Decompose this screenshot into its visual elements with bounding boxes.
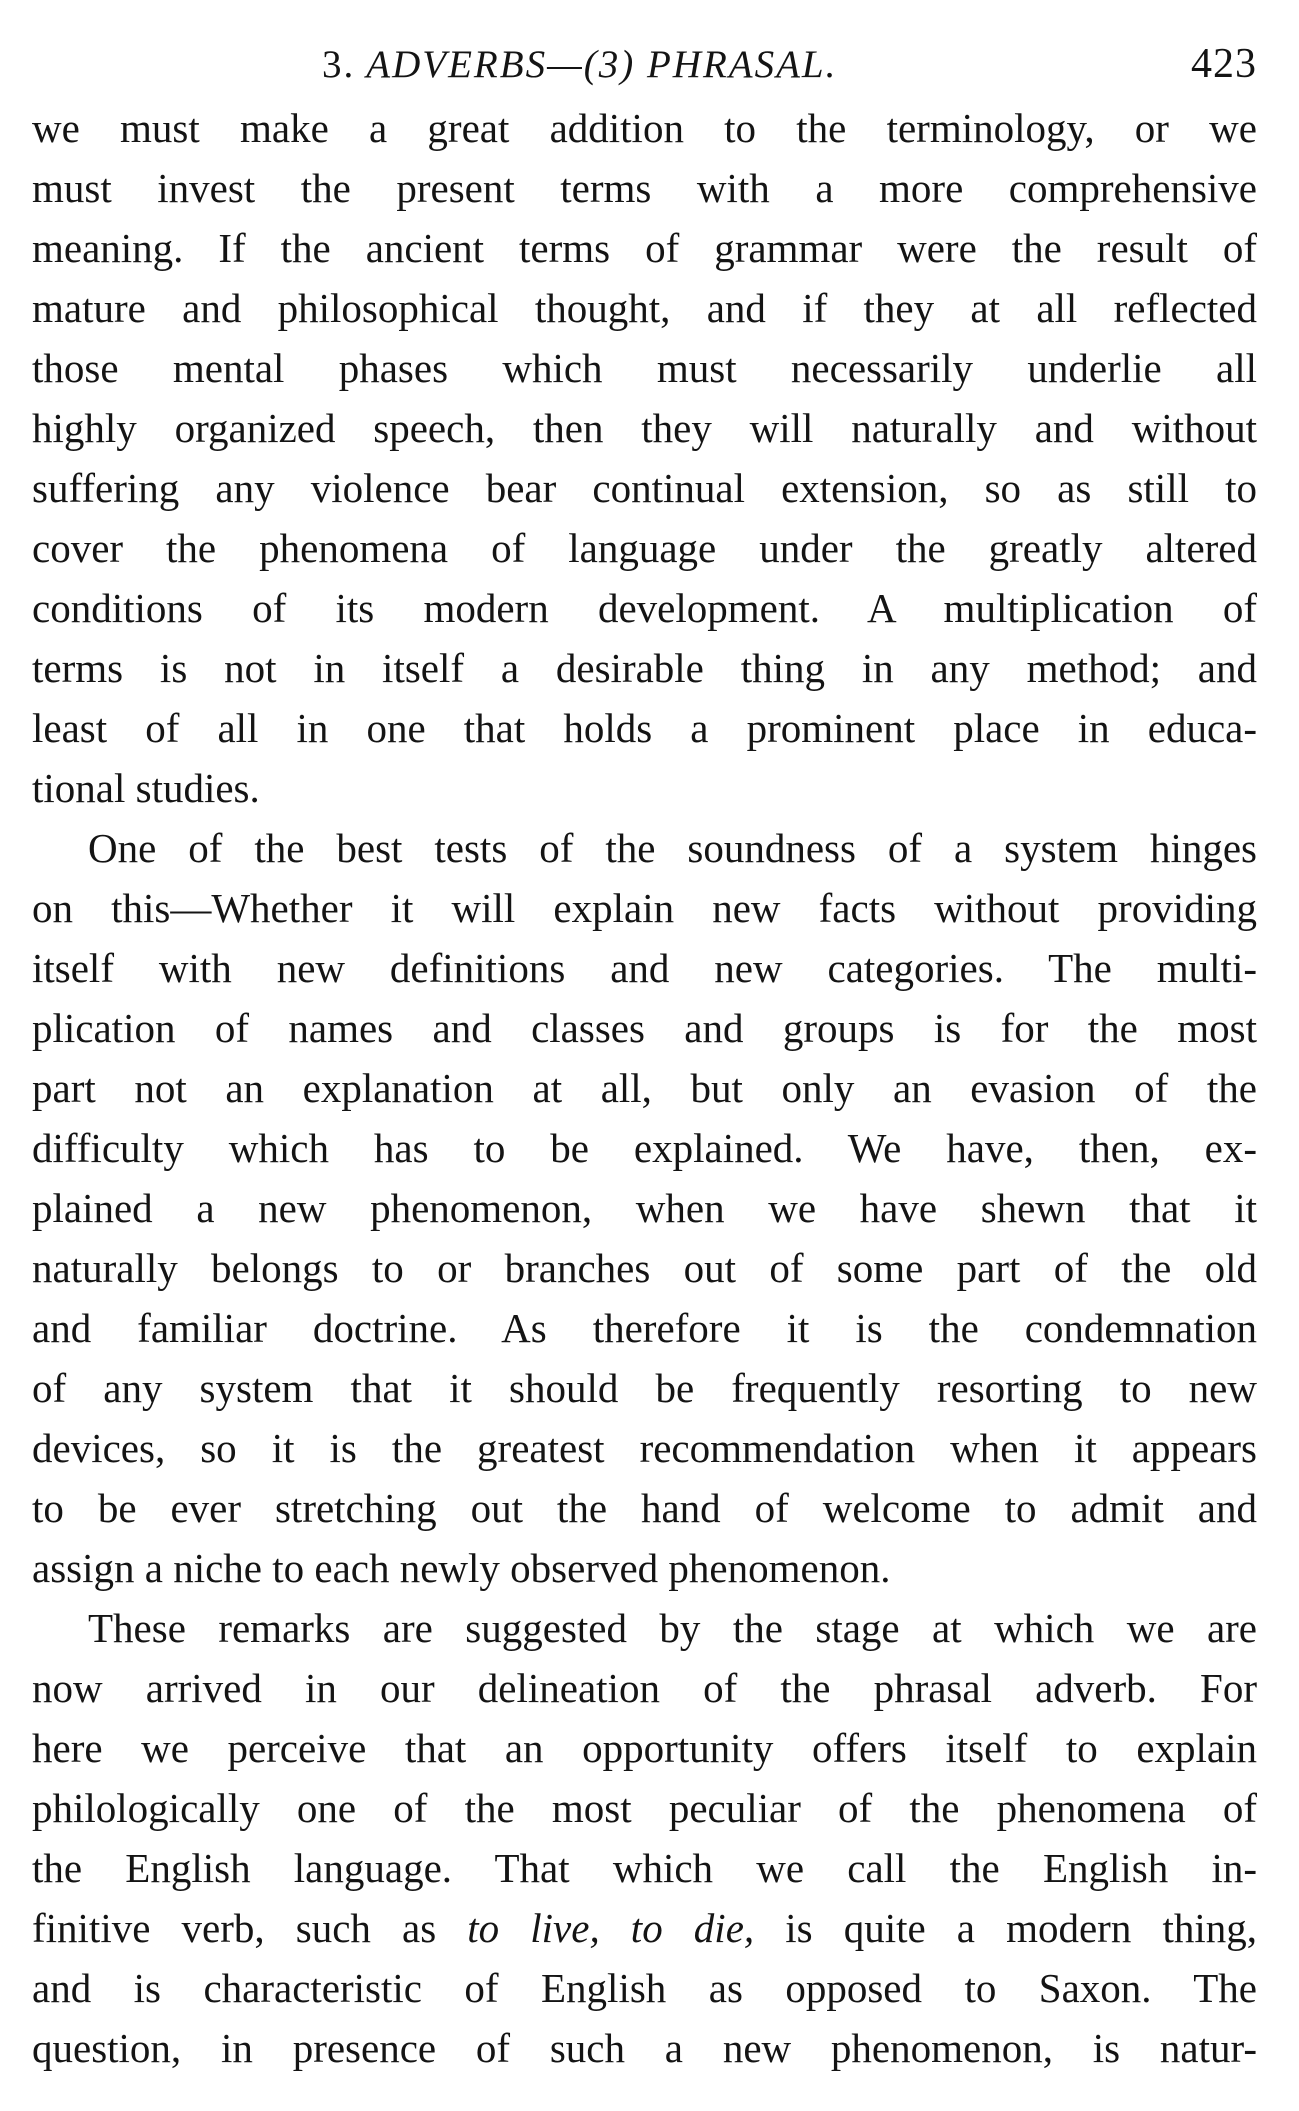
text-line: least of all in one that holds a prominent place in educa- [32, 705, 1257, 751]
book-page [32, 28, 1257, 2078]
text-segment: finitive verb, such as [32, 1905, 468, 1951]
text-line: terms is not in itself a desirable thing in any method; and [32, 645, 1257, 691]
running-head [32, 28, 1257, 98]
text-line: question, in presence of such a new phenomenon, is natur- [32, 2025, 1257, 2071]
text-line: those mental phases which must necessarily underlie all [32, 345, 1257, 391]
section-number: 3. [322, 43, 356, 86]
text-line: and is characteristic of English as opposed to Saxon. The [32, 1965, 1257, 2011]
text-segment: is quite a modern thing, [754, 1905, 1257, 1951]
text-line: devices, so it is the greatest recommendation when it appears [32, 1425, 1257, 1471]
page-number: 423 [1191, 41, 1257, 87]
paragraph-1 [32, 98, 1257, 818]
text-line-with-italics [32, 1898, 1257, 1958]
text-line: must invest the present terms with a more comprehensive [32, 165, 1257, 211]
text-line: now arrived in our delineation of the phrasal adverb. For [32, 1665, 1257, 1711]
text-line: meaning. If the ancient terms of grammar were the result of [32, 225, 1257, 271]
text-line: mature and philosophical thought, and if they at all reflected [32, 285, 1257, 331]
text-line: naturally belongs to or branches out of some part of the old [32, 1245, 1257, 1291]
text-line: These remarks are suggested by the stage at which we are [88, 1605, 1257, 1651]
text-line: the English language. That which we call the English in- [32, 1845, 1257, 1891]
text-line: assign a niche to each newly observed phenomenon. [32, 1545, 891, 1591]
text-line: tional studies. [32, 765, 260, 811]
text-line: philologically one of the most peculiar of the phenomena of [32, 1785, 1257, 1831]
text-line: part not an explanation at all, but only an evasion of the [32, 1065, 1257, 1111]
text-line: we must make a great addition to the terminology, or we [32, 105, 1257, 151]
text-line: highly organized speech, then they will naturally and without [32, 405, 1257, 451]
text-line: here we perceive that an opportunity offers itself to explain [32, 1725, 1257, 1771]
text-line: of any system that it should be frequently resorting to new [32, 1365, 1257, 1411]
section-title: ADVERBS—(3) PHRASAL. [366, 43, 838, 86]
text-line: and familiar doctrine. As therefore it is the condemnation [32, 1305, 1257, 1351]
chapter-title [322, 42, 837, 87]
text-line: suffering any violence bear continual extension, so as still to [32, 465, 1257, 511]
text-line: plained a new phenomenon, when we have shewn that it [32, 1185, 1257, 1231]
text-line: itself with new definitions and new categories. The multi- [32, 945, 1257, 991]
text-line: cover the phenomena of language under the greatly altered [32, 525, 1257, 571]
text-line: on this—Whether it will explain new facts without providing [32, 885, 1257, 931]
text-line: plication of names and classes and groups is for the most [32, 1005, 1257, 1051]
paragraph-2 [32, 818, 1257, 1598]
italic-example: to live, to die, [467, 1905, 755, 1951]
paragraph-3 [32, 1598, 1257, 2078]
text-line: One of the best tests of the soundness of a system hinges [88, 825, 1257, 871]
text-line: difficulty which has to be explained. We have, then, ex- [32, 1125, 1257, 1171]
text-line: to be ever stretching out the hand of welcome to admit and [32, 1485, 1257, 1531]
text-line: conditions of its modern development. A multiplication of [32, 585, 1257, 631]
